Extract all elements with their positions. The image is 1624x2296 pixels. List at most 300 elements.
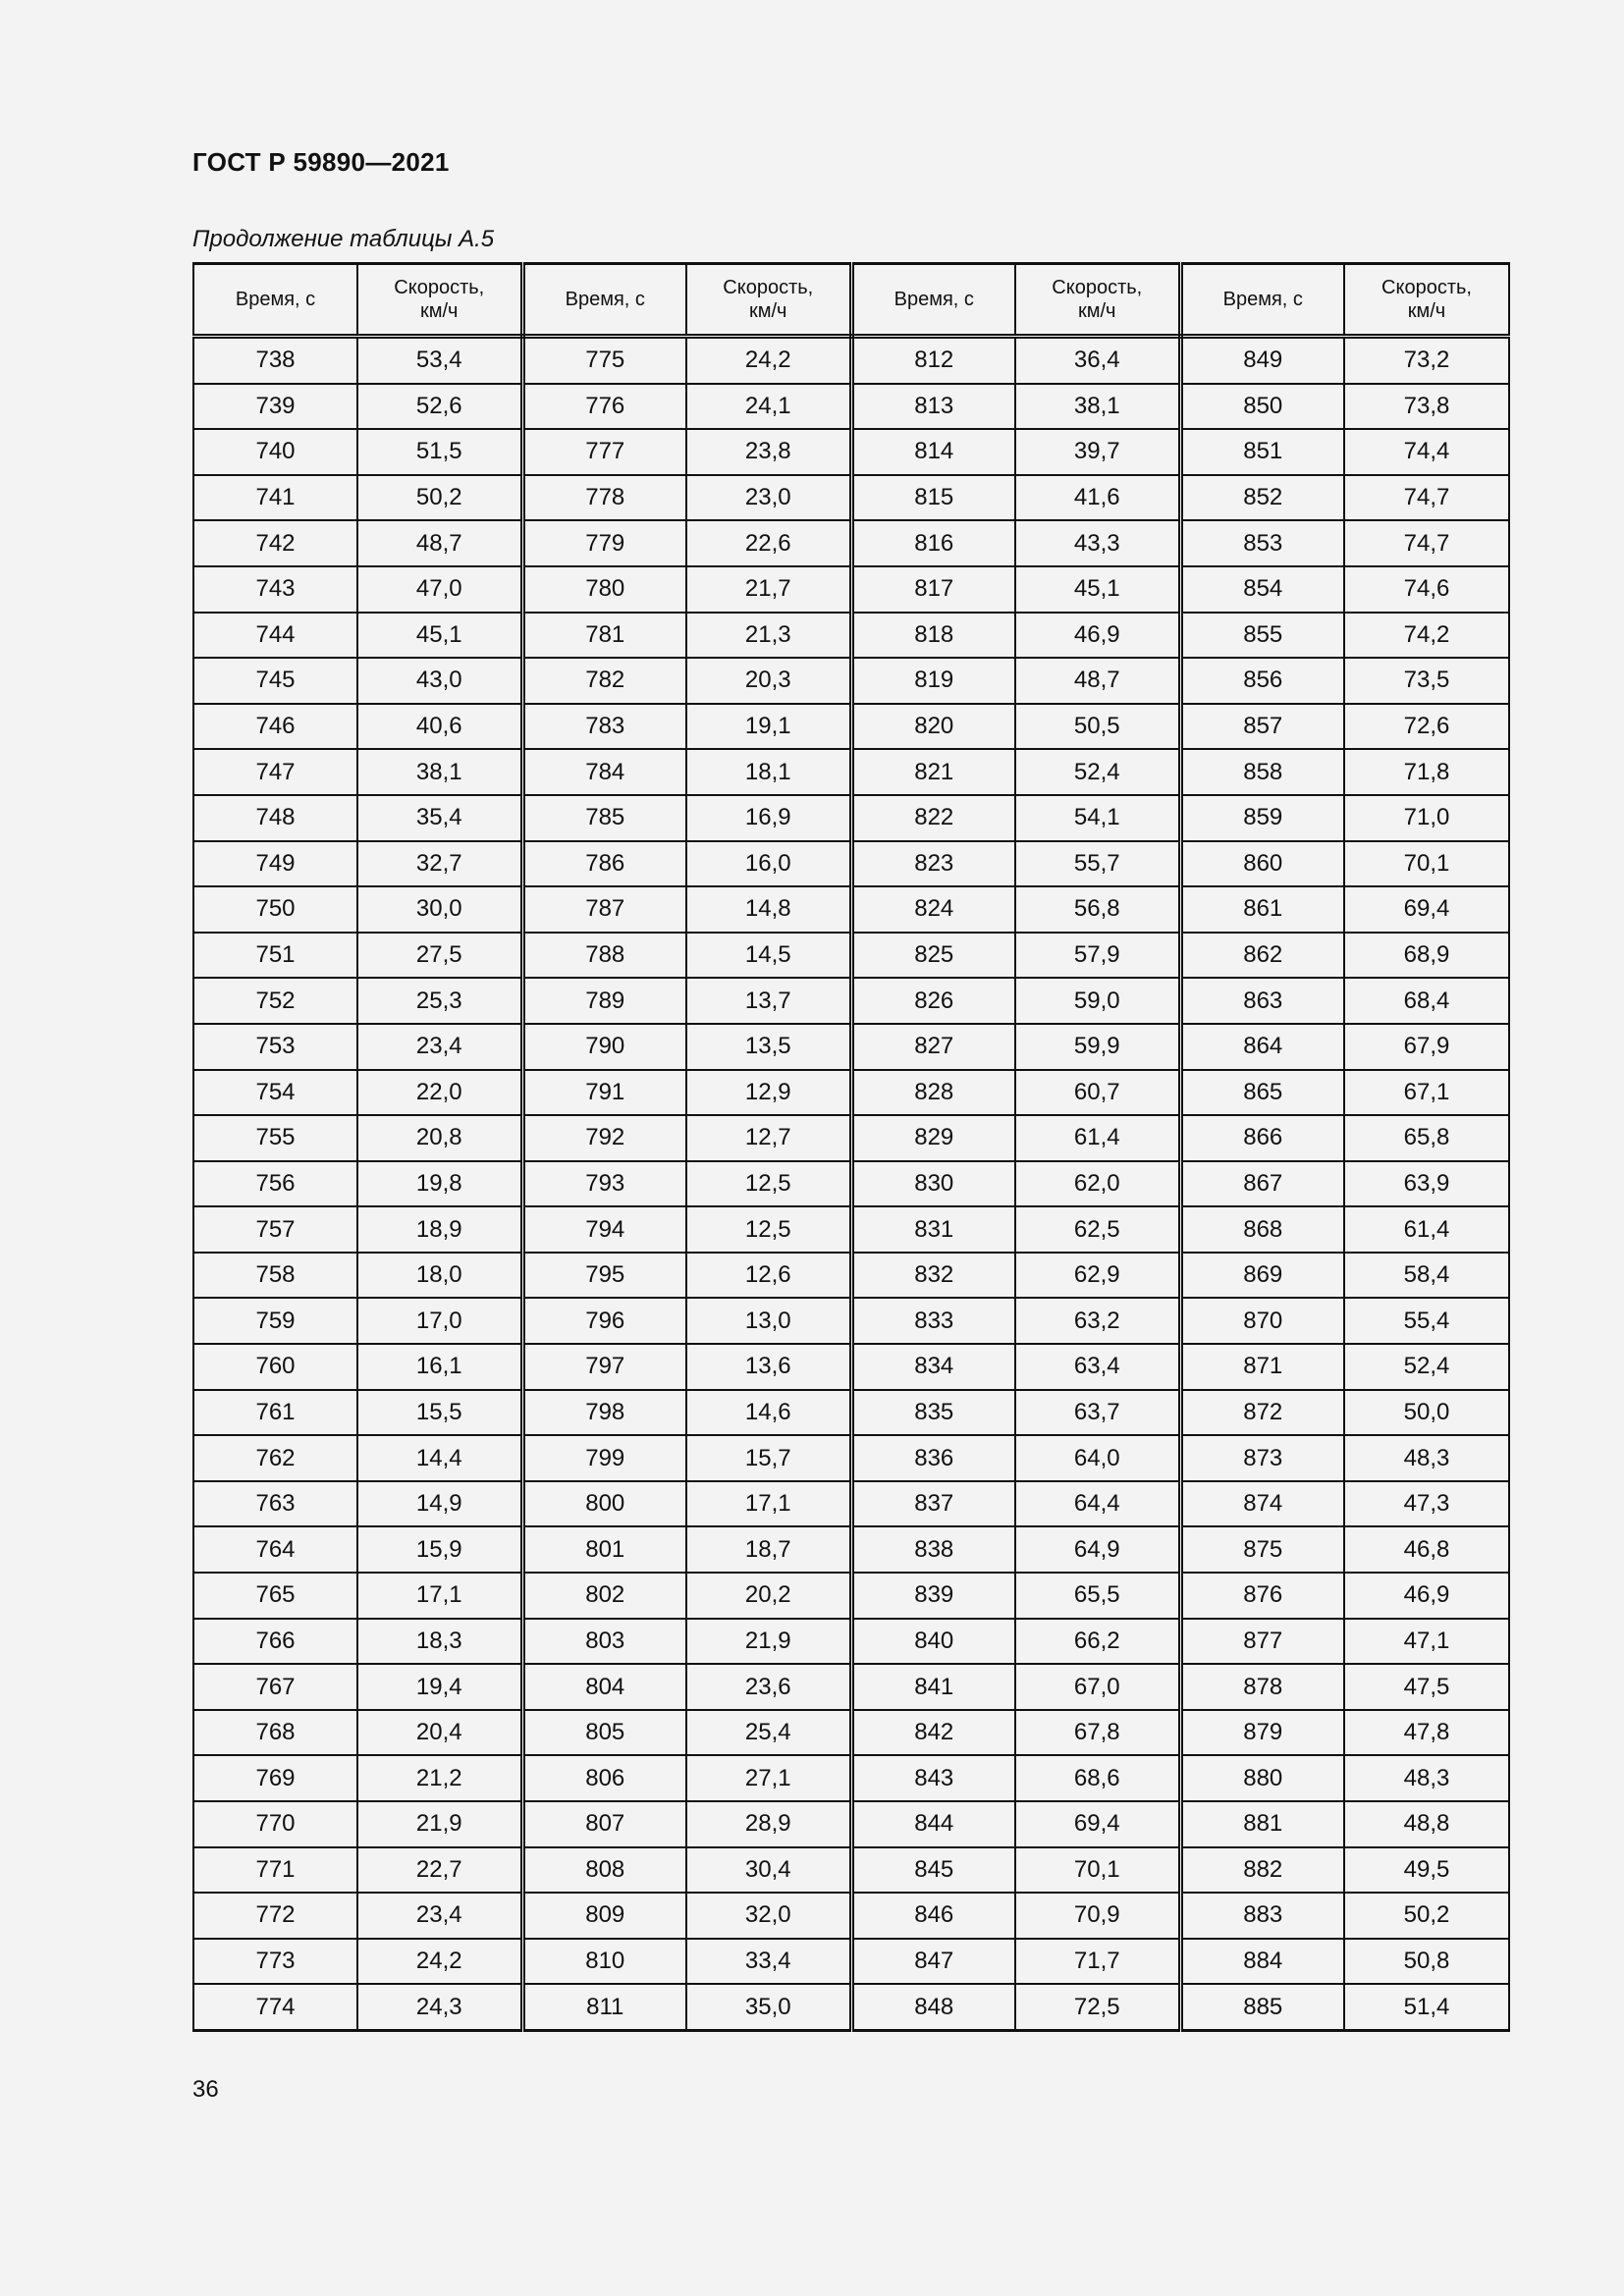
time-cell: 849 [1180, 337, 1344, 384]
table-row [193, 1024, 1509, 1070]
table-row [193, 1206, 1509, 1253]
speed-cell: 19,4 [357, 1664, 522, 1710]
time-cell: 874 [1180, 1481, 1344, 1527]
time-cell: 879 [1180, 1710, 1344, 1756]
speed-cell: 12,5 [686, 1206, 851, 1253]
speed-cell: 23,4 [357, 1024, 522, 1070]
speed-cell: 48,7 [357, 520, 522, 566]
time-cell: 856 [1180, 658, 1344, 704]
table-row [193, 613, 1509, 659]
time-cell: 859 [1180, 795, 1344, 841]
speed-cell: 47,8 [1344, 1710, 1509, 1756]
table-container [192, 262, 1508, 2032]
speed-cell: 63,9 [1344, 1161, 1509, 1207]
time-cell: 875 [1180, 1526, 1344, 1573]
time-cell: 869 [1180, 1253, 1344, 1299]
speed-cell: 35,0 [686, 1984, 851, 2030]
time-cell: 783 [522, 704, 686, 750]
speed-cell: 23,6 [686, 1664, 851, 1710]
speed-cell: 48,7 [1015, 658, 1180, 704]
time-cell: 793 [522, 1161, 686, 1207]
speed-cell: 18,7 [686, 1526, 851, 1573]
speed-cell: 45,1 [357, 613, 522, 659]
speed-cell: 48,3 [1344, 1435, 1509, 1481]
time-cell: 765 [193, 1573, 357, 1619]
speed-cell: 50,2 [357, 475, 522, 521]
time-cell: 854 [1180, 566, 1344, 613]
time-cell: 806 [522, 1755, 686, 1801]
time-cell: 772 [193, 1893, 357, 1939]
time-cell: 828 [851, 1070, 1015, 1116]
speed-cell: 61,4 [1015, 1115, 1180, 1161]
speed-cell: 67,9 [1344, 1024, 1509, 1070]
time-cell: 796 [522, 1298, 686, 1344]
column-header-time: Время, с [522, 264, 686, 337]
time-cell: 885 [1180, 1984, 1344, 2030]
speed-cell: 23,4 [357, 1893, 522, 1939]
speed-cell: 71,8 [1344, 749, 1509, 795]
time-cell: 813 [851, 384, 1015, 430]
time-cell: 825 [851, 933, 1015, 979]
column-header-time: Время, с [193, 264, 357, 337]
speed-cell: 32,0 [686, 1893, 851, 1939]
time-cell: 870 [1180, 1298, 1344, 1344]
speed-cell: 48,8 [1344, 1801, 1509, 1847]
time-cell: 779 [522, 520, 686, 566]
speed-cell: 64,0 [1015, 1435, 1180, 1481]
time-cell: 738 [193, 337, 357, 384]
speed-cell: 73,5 [1344, 658, 1509, 704]
time-cell: 790 [522, 1024, 686, 1070]
time-cell: 742 [193, 520, 357, 566]
speed-cell: 63,4 [1015, 1344, 1180, 1390]
time-cell: 862 [1180, 933, 1344, 979]
time-cell: 776 [522, 384, 686, 430]
speed-cell: 55,4 [1344, 1298, 1509, 1344]
time-cell: 850 [1180, 384, 1344, 430]
speed-cell: 72,5 [1015, 1984, 1180, 2030]
speed-cell: 22,7 [357, 1847, 522, 1894]
time-cell: 749 [193, 841, 357, 887]
table-row [193, 384, 1509, 430]
time-cell: 766 [193, 1619, 357, 1665]
table-row [193, 1435, 1509, 1481]
time-cell: 867 [1180, 1161, 1344, 1207]
table-row [193, 475, 1509, 521]
time-cell: 826 [851, 978, 1015, 1024]
speed-cell: 25,3 [357, 978, 522, 1024]
column-header-speed: Скорость, км/ч [357, 264, 522, 337]
speed-cell: 22,0 [357, 1070, 522, 1116]
speed-cell: 14,5 [686, 933, 851, 979]
time-cell: 759 [193, 1298, 357, 1344]
time-cell: 845 [851, 1847, 1015, 1894]
speed-cell: 63,2 [1015, 1298, 1180, 1344]
time-cell: 789 [522, 978, 686, 1024]
time-cell: 810 [522, 1939, 686, 1985]
time-cell: 764 [193, 1526, 357, 1573]
table-row [193, 1939, 1509, 1985]
speed-cell: 13,5 [686, 1024, 851, 1070]
speed-cell: 68,6 [1015, 1755, 1180, 1801]
table-row [193, 337, 1509, 384]
time-cell: 780 [522, 566, 686, 613]
speed-cell: 46,9 [1015, 613, 1180, 659]
speed-cell: 70,1 [1015, 1847, 1180, 1894]
speed-cell: 60,7 [1015, 1070, 1180, 1116]
table-row [193, 520, 1509, 566]
time-cell: 833 [851, 1298, 1015, 1344]
speed-cell: 70,9 [1015, 1893, 1180, 1939]
speed-cell: 18,0 [357, 1253, 522, 1299]
speed-cell: 38,1 [357, 749, 522, 795]
speed-cell: 32,7 [357, 841, 522, 887]
table-row [193, 886, 1509, 933]
speed-table [192, 262, 1510, 2032]
table-row [193, 1664, 1509, 1710]
table-row [193, 1115, 1509, 1161]
time-cell: 743 [193, 566, 357, 613]
table-caption: Продолжение таблицы А.5 [192, 226, 495, 252]
time-cell: 763 [193, 1481, 357, 1527]
time-cell: 811 [522, 1984, 686, 2030]
time-cell: 799 [522, 1435, 686, 1481]
speed-cell: 47,5 [1344, 1664, 1509, 1710]
speed-cell: 68,4 [1344, 978, 1509, 1024]
time-cell: 819 [851, 658, 1015, 704]
time-cell: 762 [193, 1435, 357, 1481]
time-cell: 812 [851, 337, 1015, 384]
speed-cell: 56,8 [1015, 886, 1180, 933]
speed-cell: 17,1 [686, 1481, 851, 1527]
speed-cell: 65,8 [1344, 1115, 1509, 1161]
speed-cell: 15,7 [686, 1435, 851, 1481]
speed-cell: 52,4 [1015, 749, 1180, 795]
time-cell: 877 [1180, 1619, 1344, 1665]
speed-cell: 13,6 [686, 1344, 851, 1390]
speed-cell: 67,0 [1015, 1664, 1180, 1710]
time-cell: 853 [1180, 520, 1344, 566]
speed-cell: 24,2 [686, 337, 851, 384]
speed-cell: 14,4 [357, 1435, 522, 1481]
table-row [193, 1755, 1509, 1801]
time-cell: 809 [522, 1893, 686, 1939]
speed-cell: 24,2 [357, 1939, 522, 1985]
time-cell: 801 [522, 1526, 686, 1573]
speed-cell: 73,8 [1344, 384, 1509, 430]
time-cell: 781 [522, 613, 686, 659]
speed-cell: 14,8 [686, 886, 851, 933]
table-row [193, 978, 1509, 1024]
speed-cell: 35,4 [357, 795, 522, 841]
time-cell: 843 [851, 1755, 1015, 1801]
speed-cell: 16,9 [686, 795, 851, 841]
speed-cell: 47,0 [357, 566, 522, 613]
time-cell: 884 [1180, 1939, 1344, 1985]
speed-cell: 61,4 [1344, 1206, 1509, 1253]
speed-cell: 51,4 [1344, 1984, 1509, 2030]
speed-cell: 62,5 [1015, 1206, 1180, 1253]
speed-cell: 40,6 [357, 704, 522, 750]
time-cell: 739 [193, 384, 357, 430]
speed-cell: 50,8 [1344, 1939, 1509, 1985]
speed-cell: 20,2 [686, 1573, 851, 1619]
speed-cell: 18,3 [357, 1619, 522, 1665]
time-cell: 807 [522, 1801, 686, 1847]
speed-cell: 41,6 [1015, 475, 1180, 521]
table-row [193, 841, 1509, 887]
time-cell: 815 [851, 475, 1015, 521]
speed-cell: 51,5 [357, 429, 522, 475]
time-cell: 836 [851, 1435, 1015, 1481]
table-row [193, 1893, 1509, 1939]
table-row [193, 933, 1509, 979]
speed-cell: 15,5 [357, 1390, 522, 1436]
speed-cell: 63,7 [1015, 1390, 1180, 1436]
time-cell: 768 [193, 1710, 357, 1756]
time-cell: 824 [851, 886, 1015, 933]
time-cell: 787 [522, 886, 686, 933]
time-cell: 755 [193, 1115, 357, 1161]
time-cell: 775 [522, 337, 686, 384]
time-cell: 800 [522, 1481, 686, 1527]
time-cell: 863 [1180, 978, 1344, 1024]
time-cell: 782 [522, 658, 686, 704]
speed-cell: 57,9 [1015, 933, 1180, 979]
table-row [193, 1390, 1509, 1436]
table-row [193, 1344, 1509, 1390]
speed-cell: 43,0 [357, 658, 522, 704]
speed-cell: 74,7 [1344, 475, 1509, 521]
time-cell: 785 [522, 795, 686, 841]
speed-cell: 39,7 [1015, 429, 1180, 475]
time-cell: 822 [851, 795, 1015, 841]
time-cell: 753 [193, 1024, 357, 1070]
time-cell: 821 [851, 749, 1015, 795]
speed-cell: 47,3 [1344, 1481, 1509, 1527]
time-cell: 769 [193, 1755, 357, 1801]
table-row [193, 1573, 1509, 1619]
time-cell: 744 [193, 613, 357, 659]
table-row [193, 1526, 1509, 1573]
time-cell: 777 [522, 429, 686, 475]
speed-cell: 14,9 [357, 1481, 522, 1527]
speed-cell: 53,4 [357, 337, 522, 384]
speed-cell: 52,6 [357, 384, 522, 430]
time-cell: 832 [851, 1253, 1015, 1299]
speed-cell: 54,1 [1015, 795, 1180, 841]
time-cell: 757 [193, 1206, 357, 1253]
speed-cell: 67,1 [1344, 1070, 1509, 1116]
speed-cell: 19,1 [686, 704, 851, 750]
time-cell: 784 [522, 749, 686, 795]
time-cell: 774 [193, 1984, 357, 2030]
time-cell: 837 [851, 1481, 1015, 1527]
speed-cell: 24,1 [686, 384, 851, 430]
time-cell: 788 [522, 933, 686, 979]
table-row [193, 1070, 1509, 1116]
time-cell: 835 [851, 1390, 1015, 1436]
speed-cell: 16,0 [686, 841, 851, 887]
speed-cell: 46,9 [1344, 1573, 1509, 1619]
column-header-speed: Скорость, км/ч [1015, 264, 1180, 337]
time-cell: 883 [1180, 1893, 1344, 1939]
speed-cell: 74,7 [1344, 520, 1509, 566]
time-cell: 873 [1180, 1435, 1344, 1481]
time-cell: 839 [851, 1573, 1015, 1619]
time-cell: 778 [522, 475, 686, 521]
time-cell: 820 [851, 704, 1015, 750]
table-row [193, 429, 1509, 475]
speed-cell: 74,2 [1344, 613, 1509, 659]
table-row [193, 566, 1509, 613]
time-cell: 860 [1180, 841, 1344, 887]
time-cell: 829 [851, 1115, 1015, 1161]
time-cell: 844 [851, 1801, 1015, 1847]
speed-cell: 27,5 [357, 933, 522, 979]
time-cell: 752 [193, 978, 357, 1024]
time-cell: 740 [193, 429, 357, 475]
time-cell: 751 [193, 933, 357, 979]
time-cell: 830 [851, 1161, 1015, 1207]
table-header-row [193, 264, 1509, 337]
speed-cell: 17,0 [357, 1298, 522, 1344]
table-row [193, 704, 1509, 750]
speed-cell: 21,3 [686, 613, 851, 659]
speed-cell: 20,4 [357, 1710, 522, 1756]
table-row [193, 1481, 1509, 1527]
time-cell: 864 [1180, 1024, 1344, 1070]
time-cell: 865 [1180, 1070, 1344, 1116]
speed-cell: 18,9 [357, 1206, 522, 1253]
speed-cell: 64,4 [1015, 1481, 1180, 1527]
speed-cell: 66,2 [1015, 1619, 1180, 1665]
column-header-speed: Скорость, км/ч [686, 264, 851, 337]
time-cell: 848 [851, 1984, 1015, 2030]
time-cell: 841 [851, 1664, 1015, 1710]
time-cell: 838 [851, 1526, 1015, 1573]
speed-cell: 73,2 [1344, 337, 1509, 384]
speed-cell: 46,8 [1344, 1526, 1509, 1573]
speed-cell: 20,8 [357, 1115, 522, 1161]
table-body [193, 337, 1509, 2031]
time-cell: 876 [1180, 1573, 1344, 1619]
speed-cell: 33,4 [686, 1939, 851, 1985]
table-row [193, 658, 1509, 704]
time-cell: 840 [851, 1619, 1015, 1665]
table-row [193, 1984, 1509, 2030]
speed-cell: 74,4 [1344, 429, 1509, 475]
speed-cell: 50,2 [1344, 1893, 1509, 1939]
table-row [193, 1801, 1509, 1847]
speed-cell: 43,3 [1015, 520, 1180, 566]
time-cell: 851 [1180, 429, 1344, 475]
speed-cell: 21,9 [686, 1619, 851, 1665]
time-cell: 881 [1180, 1801, 1344, 1847]
speed-cell: 14,6 [686, 1390, 851, 1436]
table-row [193, 795, 1509, 841]
speed-cell: 45,1 [1015, 566, 1180, 613]
time-cell: 748 [193, 795, 357, 841]
time-cell: 857 [1180, 704, 1344, 750]
time-cell: 818 [851, 613, 1015, 659]
table-row [193, 1298, 1509, 1344]
speed-cell: 24,3 [357, 1984, 522, 2030]
speed-cell: 12,9 [686, 1070, 851, 1116]
time-cell: 852 [1180, 475, 1344, 521]
time-cell: 834 [851, 1344, 1015, 1390]
document-id: ГОСТ Р 59890—2021 [192, 147, 450, 177]
time-cell: 761 [193, 1390, 357, 1436]
speed-cell: 13,7 [686, 978, 851, 1024]
speed-cell: 67,8 [1015, 1710, 1180, 1756]
column-header-time: Время, с [1180, 264, 1344, 337]
time-cell: 750 [193, 886, 357, 933]
time-cell: 823 [851, 841, 1015, 887]
speed-cell: 17,1 [357, 1573, 522, 1619]
speed-cell: 65,5 [1015, 1573, 1180, 1619]
table-row [193, 1253, 1509, 1299]
page-number: 36 [192, 2076, 219, 2103]
time-cell: 803 [522, 1619, 686, 1665]
time-cell: 817 [851, 566, 1015, 613]
time-cell: 827 [851, 1024, 1015, 1070]
time-cell: 786 [522, 841, 686, 887]
speed-cell: 38,1 [1015, 384, 1180, 430]
speed-cell: 62,9 [1015, 1253, 1180, 1299]
speed-cell: 71,7 [1015, 1939, 1180, 1985]
time-cell: 802 [522, 1573, 686, 1619]
speed-cell: 68,9 [1344, 933, 1509, 979]
speed-cell: 25,4 [686, 1710, 851, 1756]
time-cell: 872 [1180, 1390, 1344, 1436]
time-cell: 791 [522, 1070, 686, 1116]
time-cell: 756 [193, 1161, 357, 1207]
speed-cell: 16,1 [357, 1344, 522, 1390]
speed-cell: 19,8 [357, 1161, 522, 1207]
time-cell: 816 [851, 520, 1015, 566]
time-cell: 861 [1180, 886, 1344, 933]
time-cell: 767 [193, 1664, 357, 1710]
speed-cell: 20,3 [686, 658, 851, 704]
speed-cell: 18,1 [686, 749, 851, 795]
time-cell: 745 [193, 658, 357, 704]
time-cell: 804 [522, 1664, 686, 1710]
speed-cell: 28,9 [686, 1801, 851, 1847]
speed-cell: 52,4 [1344, 1344, 1509, 1390]
time-cell: 858 [1180, 749, 1344, 795]
speed-cell: 23,8 [686, 429, 851, 475]
speed-cell: 13,0 [686, 1298, 851, 1344]
speed-cell: 50,0 [1344, 1390, 1509, 1436]
time-cell: 868 [1180, 1206, 1344, 1253]
time-cell: 831 [851, 1206, 1015, 1253]
table-row [193, 1161, 1509, 1207]
time-cell: 770 [193, 1801, 357, 1847]
time-cell: 746 [193, 704, 357, 750]
speed-cell: 47,1 [1344, 1619, 1509, 1665]
speed-cell: 69,4 [1015, 1801, 1180, 1847]
time-cell: 797 [522, 1344, 686, 1390]
speed-cell: 49,5 [1344, 1847, 1509, 1894]
speed-cell: 74,6 [1344, 566, 1509, 613]
speed-cell: 70,1 [1344, 841, 1509, 887]
time-cell: 842 [851, 1710, 1015, 1756]
speed-cell: 55,7 [1015, 841, 1180, 887]
time-cell: 855 [1180, 613, 1344, 659]
time-cell: 758 [193, 1253, 357, 1299]
table-row [193, 1710, 1509, 1756]
